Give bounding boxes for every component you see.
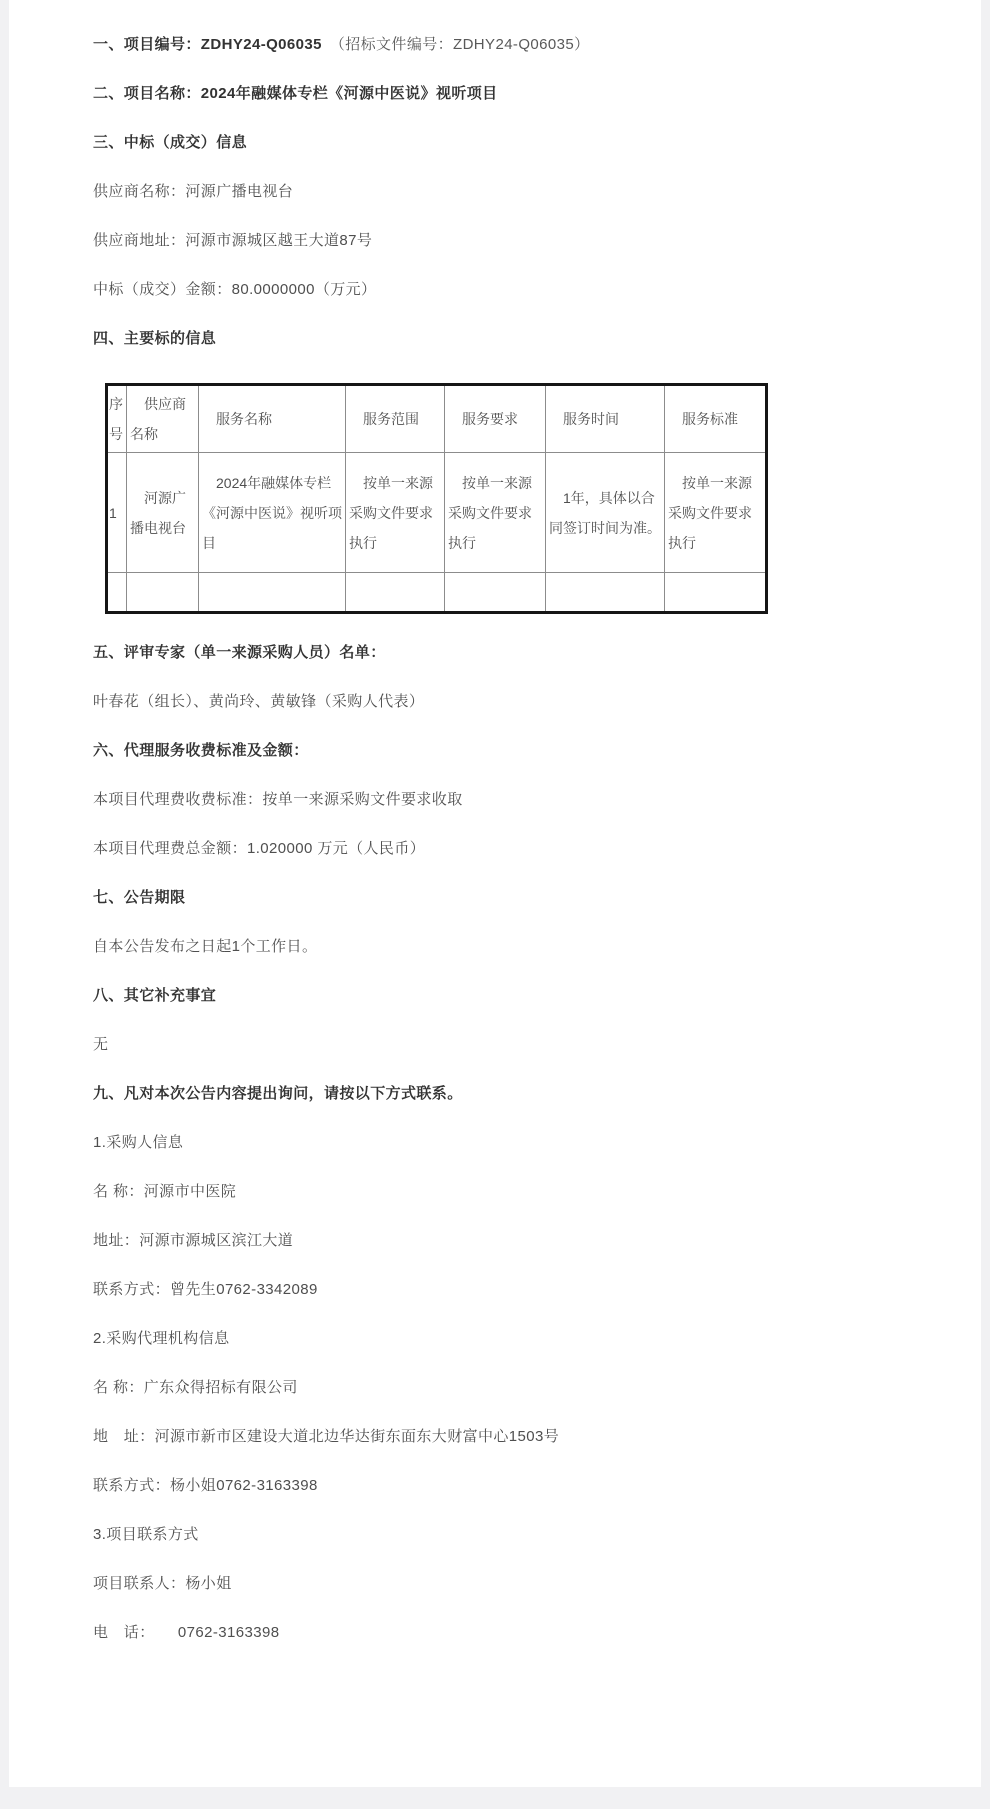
cell-empty (199, 573, 346, 613)
announcement-document (93, 34, 901, 1643)
supplement-content: 无 (93, 1036, 109, 1053)
agency-address: 地 址：河源市新市区建设大道北边华达街东面东大财富中心1503号 (93, 1428, 560, 1445)
section-supplement-heading: 八、其它补充事宜 (93, 987, 217, 1004)
header-序号: 序号 (107, 385, 127, 453)
cell-seq: 1 (107, 453, 127, 573)
agency-contact: 联系方式：杨小姐0762-3163398 (93, 1477, 318, 1494)
header-服务要求: 服务要求 (445, 385, 546, 453)
award-amount: 中标（成交）金额：80.0000000（万元） (93, 281, 377, 298)
section-contact-heading: 九、凡对本次公告内容提出询问，请按以下方式联系。 (93, 1085, 463, 1102)
experts-list: 叶春花（组长）、黄尚玲、黄敏锋（采购人代表） (93, 693, 425, 710)
section-project-name: 二、项目名称：2024年融媒体专栏《河源中医说》视听项目 (93, 85, 498, 102)
supplier-name: 供应商名称：河源广播电视台 (93, 183, 294, 200)
header-服务名称: 服务名称 (199, 385, 346, 453)
section-experts-heading: 五、评审专家（单一来源采购人员）名单： (93, 644, 386, 661)
agency-info-label: 2.采购代理机构信息 (93, 1330, 230, 1347)
subject-info-table (105, 383, 768, 614)
section-agency-fee-heading: 六、代理服务收费标准及金额： (93, 742, 309, 759)
cell-supplier: 河源广播电视台 (127, 453, 199, 573)
cell-empty (665, 573, 767, 613)
header-供应商名称: 供应商名称 (127, 385, 199, 453)
cell-service-requirement: 按单一来源采购文件要求执行 (445, 453, 546, 573)
cell-service-scope: 按单一来源采购文件要求执行 (346, 453, 445, 573)
section-notice-period-heading: 七、公告期限 (93, 889, 186, 906)
agency-fee-standard: 本项目代理费收费标准：按单一来源采购文件要求收取 (93, 791, 463, 808)
buyer-name: 名 称：河源市中医院 (93, 1183, 237, 1200)
cell-empty (127, 573, 199, 613)
cell-empty (546, 573, 665, 613)
buyer-address: 地址：河源市源城区滨江大道 (93, 1232, 294, 1249)
cell-empty (346, 573, 445, 613)
table-row (107, 453, 767, 573)
project-number-text: 一、项目编号：ZDHY24-Q06035 (93, 36, 322, 53)
project-contact-phone: 电 话： 0762-3163398 (93, 1624, 280, 1641)
project-contact-label: 3.项目联系方式 (93, 1526, 199, 1543)
announcement-page (9, 0, 981, 1787)
cell-empty (107, 573, 127, 613)
agency-name: 名 称：广东众得招标有限公司 (93, 1379, 298, 1396)
buyer-contact: 联系方式：曾先生0762-3342089 (93, 1281, 318, 1298)
tender-doc-number-note: （招标文件编号：ZDHY24-Q06035） (337, 36, 590, 53)
cell-service-time: 1年，具体以合同签订时间为准。 (546, 453, 665, 573)
header-服务时间: 服务时间 (546, 385, 665, 453)
table-row-empty (107, 573, 767, 613)
header-服务范围: 服务范围 (346, 385, 445, 453)
cell-service-name: 2024年融媒体专栏《河源中医说》视听项目 (199, 453, 346, 573)
supplier-address: 供应商地址：河源市源城区越王大道87号 (93, 232, 373, 249)
notice-period: 自本公告发布之日起1个工作日。 (93, 938, 318, 955)
agency-fee-total: 本项目代理费总金额：1.020000 万元（人民币） (93, 840, 426, 857)
section-project-number (93, 34, 901, 55)
header-服务标准: 服务标准 (665, 385, 767, 453)
table-header-row (107, 385, 767, 453)
cell-service-standard: 按单一来源采购文件要求执行 (665, 453, 767, 573)
section-award-info-heading: 三、中标（成交）信息 (93, 134, 248, 151)
buyer-info-label: 1.采购人信息 (93, 1134, 184, 1151)
section-subject-heading: 四、主要标的信息 (93, 330, 217, 347)
project-contact-person: 项目联系人：杨小姐 (93, 1575, 232, 1592)
cell-empty (445, 573, 546, 613)
